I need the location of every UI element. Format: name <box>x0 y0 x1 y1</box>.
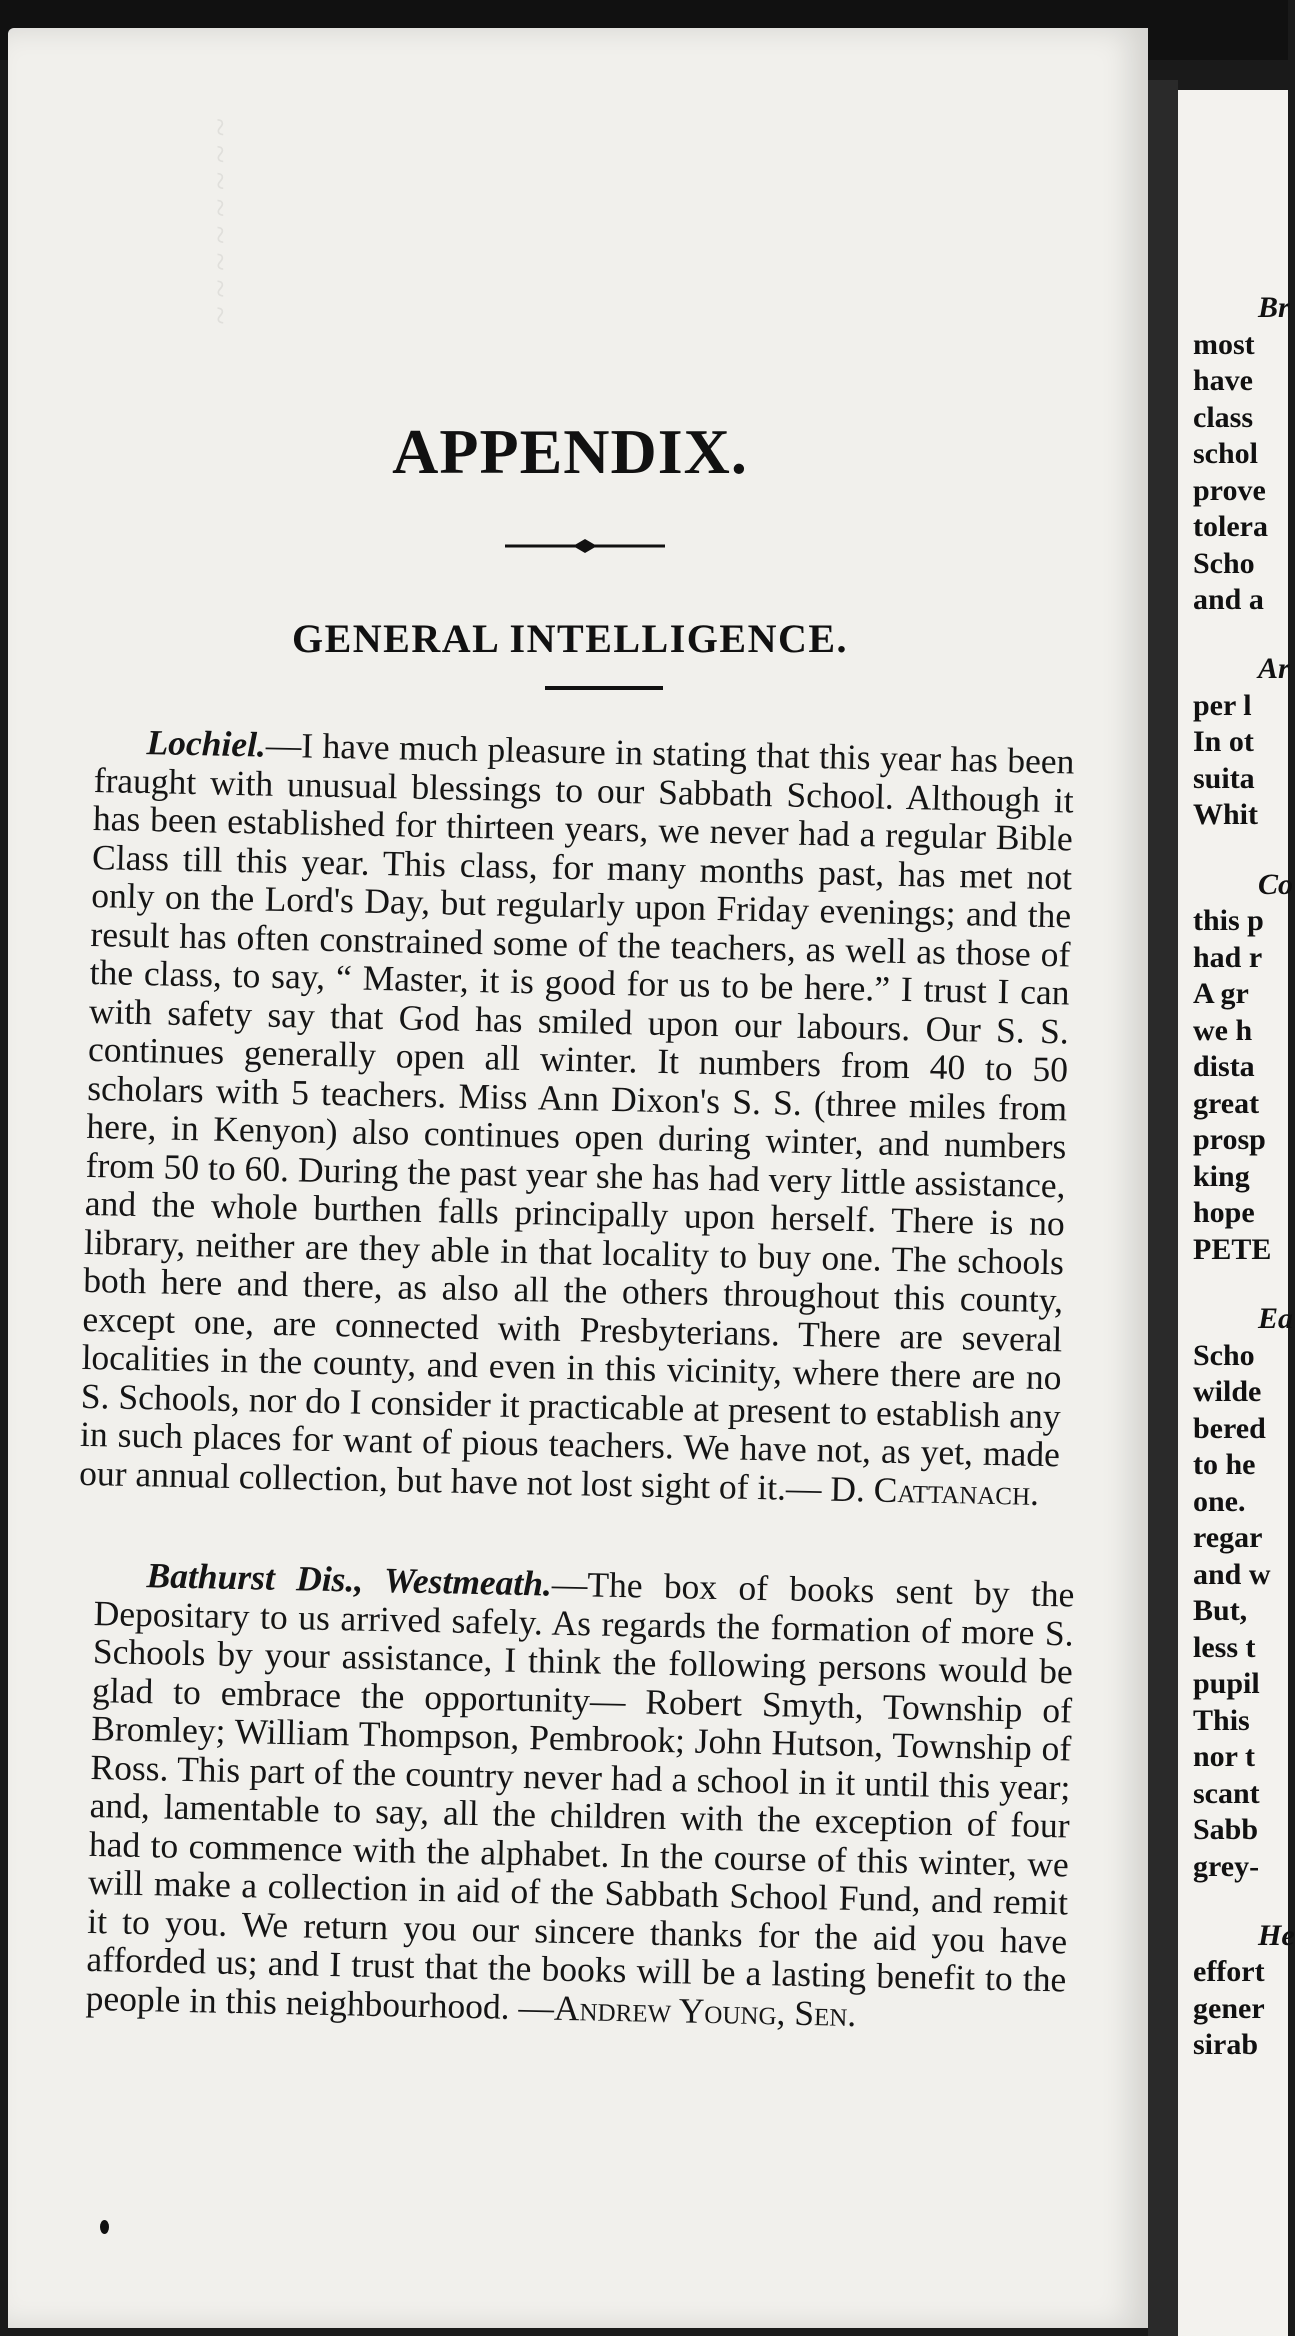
right-page-fragment: and w <box>1193 1557 1271 1591</box>
right-page-fragment: bered <box>1193 1411 1266 1445</box>
right-page-fragment: great <box>1193 1086 1260 1120</box>
right-page-fragment: hope <box>1193 1196 1255 1230</box>
right-page-fragment: But, <box>1193 1594 1248 1628</box>
book-gutter <box>1148 80 1178 2336</box>
ornament-rule <box>505 538 665 554</box>
right-page-fragment: He <box>1258 1918 1295 1952</box>
right-page-fragment: had r <box>1193 940 1263 974</box>
right-page-fragment: regar <box>1193 1521 1263 1555</box>
right-page-fragment: we h <box>1193 1013 1253 1047</box>
right-page-fragment: one. <box>1193 1484 1246 1518</box>
right-page-fragment: less t <box>1193 1630 1256 1664</box>
right-page-fragment: Ea <box>1258 1302 1294 1336</box>
right-page-fragment: PETE <box>1193 1232 1272 1266</box>
right-page-fragment: Co <box>1258 867 1294 901</box>
right-page-fragment: This <box>1193 1703 1250 1737</box>
right-page-fragment: Br <box>1258 291 1290 324</box>
paragraph-body: —The box of books sent by the Depositary to us arrived safely. As regards the formation of more S. Schools by your assistance, I think the following persons would be glad to embrace the opportunity— Robert Smyth, Township of Bromley; William Thompson, Pembrook; John Hutson, Township of Ross. This part of the country never had a school in it until this year; and, lamentable to say, all the children with the exception of four had to commence with the alphabet. In the course of this winter, we will make a collection in aid of the Sabbath School Fund, and remit it to you. We return you our sincere thanks for the aid you have afforded us; and I trust that the books will be a lasting benefit to the people in this neighbourhood. — <box>85 1563 1075 2028</box>
right-page-fragment: king <box>1193 1159 1250 1193</box>
section-rule <box>545 686 663 690</box>
paragraph-lead: Bathurst Dis., Westmeath. <box>146 1555 553 1604</box>
right-page-fragment: most <box>1193 327 1255 361</box>
right-page-fragment: Whit <box>1193 798 1259 832</box>
right-page-fragment: suita <box>1193 761 1255 795</box>
right-page-fragment: grey- <box>1193 1849 1260 1883</box>
page-title: APPENDIX. <box>392 416 748 487</box>
right-page-fragment: scant <box>1193 1776 1260 1810</box>
right-page-fragment: tolera <box>1193 510 1268 543</box>
right-page-fragment: this p <box>1193 904 1264 938</box>
right-page-fragment: In ot <box>1193 725 1254 759</box>
right-page-fragment: wilde <box>1193 1375 1262 1409</box>
paragraph-signature: D. Cattanach. <box>829 1468 1040 1513</box>
right-page-fragment: A gr <box>1193 977 1249 1011</box>
paragraph-bathurst <box>85 1555 1074 2037</box>
right-page-fragment: Ar <box>1258 652 1290 686</box>
paragraph-body: —I have much pleasure in stating that this year has been fraught with unusual blessings to our Sabbath School. Although it has been established for thirteen years, we never had a regular Bible Class till this year. This class, for many months past, has met not only on the Lord's Day, but regularly upon Friday evenings; and the result has often constrained some of the teachers, as well as those of the class, to say, “ Master, it is good for us to be here.” I trust I can with safety say that God has smiled upon our labours. Our S. S. continues generally open all winter. It numbers from 40 to 50 scholars with 5 teachers. Miss Ann Dixon's S. S. (three miles from here, in Kenyon) also continues open during winter, and numbers from 50 to 60. During the past year she has had very little assistance, and the whole burthen falls principally upon herself. There is no library, neither are they able in that locality to buy one. The schools both here and there, as also all the others throughout this county, except one, are connected with Presbyterians. There are several localities in the county, and even in this vicinity, where there are no S. Schools, nor do I consider it practicable at present to establish any in such places for want of pious teachers. We have not, as yet, made our annual collection, but have not lost sight of it.— <box>78 724 1075 1508</box>
section-title: GENERAL INTELLIGENCE. <box>291 616 849 661</box>
paragraph-signature: Andrew Young, Sen. <box>553 1987 857 2034</box>
right-page-fragment: gener <box>1193 1991 1265 2025</box>
right-page-fragment: Scho <box>1193 546 1255 580</box>
right-page-fragment: dista <box>1193 1050 1255 1084</box>
right-page-fragment: prosp <box>1193 1123 1266 1157</box>
right-page-fragment: Scho <box>1193 1338 1255 1372</box>
right-page-fragment: class <box>1193 400 1253 434</box>
right-page-fragment: prove <box>1193 473 1266 507</box>
ink-speck <box>100 2220 109 2234</box>
paragraph-lead: Lochiel. <box>146 722 267 765</box>
right-page-fragment: effort <box>1193 1955 1265 1989</box>
right-page-fragment: Sabb <box>1193 1813 1259 1847</box>
right-page-fragment: per l <box>1193 688 1252 722</box>
right-page-fragment: pupil <box>1193 1667 1260 1701</box>
right-page-fragment: and a <box>1193 583 1264 616</box>
right-page-fragment: have <box>1193 364 1253 397</box>
paragraph-lochiel <box>79 722 1075 1512</box>
right-page-fragment: sirab <box>1193 2028 1259 2062</box>
right-page-fragment: to he <box>1193 1448 1256 1482</box>
right-page-fragment: schol <box>1193 437 1259 470</box>
bleed-through-text: ~ ~ ~ ~ ~ ~ ~ ~ <box>201 118 238 325</box>
right-page-fragment: nor t <box>1193 1740 1255 1774</box>
